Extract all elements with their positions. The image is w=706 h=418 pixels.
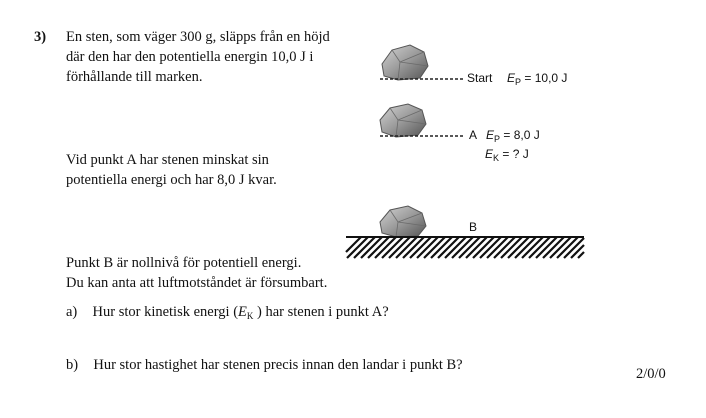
point-b-line: Du kan anta att luftmotståndet är försumbart. <box>66 275 328 291</box>
a-label: A <box>469 128 477 142</box>
stone-start-icon <box>382 45 428 80</box>
start-label: Start <box>467 71 493 85</box>
point-b-line: Punkt B är nollnivå för potentiell energi. <box>66 255 302 271</box>
a-energy-k-subscript: K <box>493 153 500 163</box>
hatch-line <box>346 237 361 252</box>
question-number: 3) <box>34 29 47 45</box>
sub-question-a-text-after: ) har stenen i punkt A? <box>253 304 389 320</box>
a-energy-k-symbol: E <box>485 147 494 161</box>
sub-question-b-text: Hur stor hastighet har stenen precis innan den landar i punkt B? <box>93 357 463 373</box>
sub-question-b-letter: b) <box>66 357 79 373</box>
sub-question-a-letter: a) <box>66 304 78 320</box>
ground-hatching <box>346 237 584 258</box>
a-label-group <box>469 127 540 147</box>
hatch-line <box>578 252 584 258</box>
stone-b-icon <box>380 206 426 237</box>
start-energy-symbol: E <box>507 71 516 85</box>
a-energy-p-value: = 8,0 J <box>500 128 540 142</box>
start-energy-subscript: P <box>515 77 522 87</box>
intro-line: förhållande till marken. <box>66 69 203 85</box>
b-label: B <box>469 220 478 234</box>
a-kinetic-group <box>485 146 529 166</box>
sub-question-a-text-before: Hur stor kinetisk energi ( <box>92 304 239 320</box>
start-energy-value: = 10,0 J <box>521 71 568 85</box>
a-energy-p-symbol: E <box>486 128 495 142</box>
start-label-group <box>467 70 567 90</box>
kinetic-energy-symbol: E <box>238 304 247 320</box>
a-energy-p-subscript: P <box>494 134 501 144</box>
point-a-line: potentiella energi och har 8,0 J kvar. <box>66 172 277 188</box>
point-a-line: Vid punkt A har stenen minskat sin <box>66 152 269 168</box>
stone-a-icon <box>380 104 426 137</box>
kinetic-energy-subscript: K <box>246 311 254 321</box>
score-label: 2/0/0 <box>636 366 666 382</box>
intro-line: där den har den potentiella energin 10,0 J i <box>66 49 314 65</box>
a-energy-k-value: = ? J <box>499 147 529 161</box>
hatch-line <box>571 245 584 258</box>
intro-line: En sten, som väger 300 g, släpps från en höjd <box>66 29 330 45</box>
